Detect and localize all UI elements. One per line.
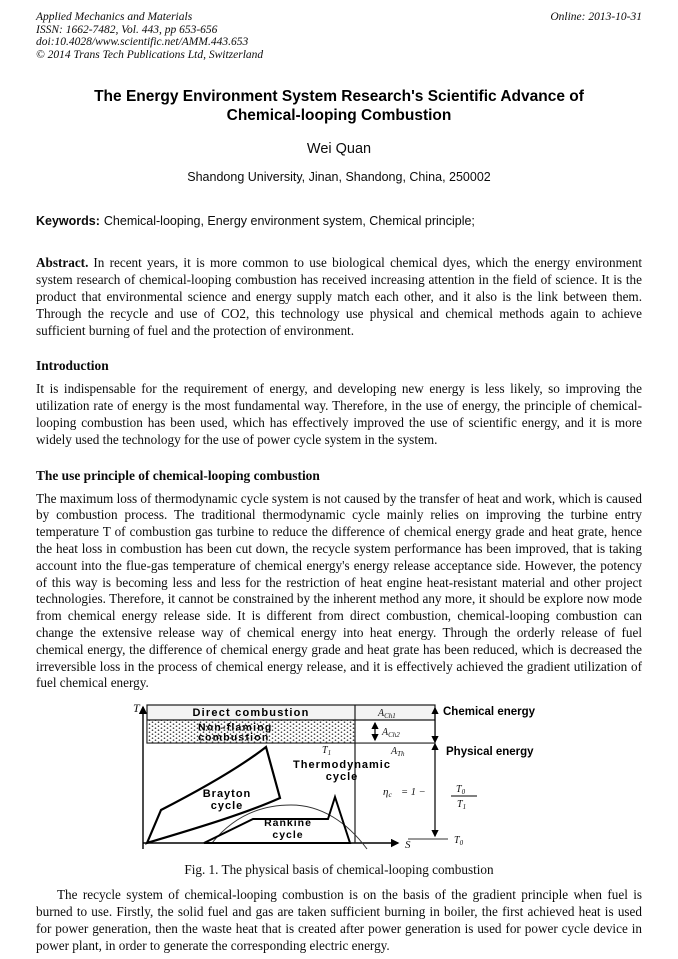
- thermodynamic-label-2: cycle: [325, 771, 359, 784]
- section-heading-principle: The use principle of chemical-looping combustion: [36, 467, 320, 483]
- online-date: Online: 2013-10-31: [550, 11, 642, 23]
- introduction-body: It is indispensable for the requirement of energy, and developing new energy is less likely, so improving the utilization rate of energy is the most fundamental way. Therefore, in the use of energy, the principle of chemical-looping combustion has been used, which has effectively improved the use of scientific energy, and it is more widely used the technology for the use of power cycle system in the system.: [36, 381, 642, 447]
- rankine-label-1: Rankine: [264, 817, 312, 830]
- keywords-text: Chemical-looping, Energy environment system, Chemical principle;: [103, 214, 475, 229]
- keywords-label: Keywords:: [36, 214, 100, 229]
- s-axis-label: S: [405, 839, 411, 852]
- doi-line: doi:10.4028/www.scientific.net/AMM.443.653: [36, 36, 249, 49]
- nonflaming-label-2: combustion: [198, 731, 270, 744]
- direct-combustion-label: Direct combustion: [192, 707, 310, 720]
- a-th-label: $A_{Th}$: [391, 746, 405, 759]
- ts-diagram: [130, 699, 582, 855]
- closing-paragraph: The recycle system of chemical-looping combustion is on the basis of the gradient principle when fuel is burned to use. Firstly, the solid fuel and gas are taken sufficient burning in boiler, the first achieved heat is used for power generation, then the waste heat that is created after power generation is used for power cycle device in power plant, in order to generate the corresponding electric energy.: [36, 887, 642, 953]
- figure-caption: Fig. 1. The physical basis of chemical-looping combustion: [184, 862, 494, 878]
- figure-1: [36, 699, 642, 878]
- t1-label: $T_1$: [322, 745, 332, 758]
- t-axis-label: T: [133, 701, 140, 716]
- abstract-paragraph: [36, 255, 642, 339]
- thermodynamic-label-1: Thermodynamic: [293, 759, 391, 772]
- abstract-label: Abstract.: [36, 255, 89, 271]
- physical-energy-label: Physical energy: [446, 746, 534, 759]
- nonflaming-label-1: Non-flaming: [198, 721, 273, 734]
- keywords-line: [36, 214, 642, 228]
- journal-header-left: [36, 11, 263, 61]
- affiliation: Shandong University, Jinan, Shandong, China, 250002: [187, 170, 491, 185]
- a-ch2-label: $A_{Ch2}$: [382, 727, 400, 740]
- journal-name: Applied Mechanics and Materials: [36, 11, 193, 23]
- author-name: Wei Quan: [306, 141, 372, 158]
- issn-line: ISSN: 1662-7482, Vol. 443, pp 653-656: [36, 23, 218, 36]
- copyright-line: © 2014 Trans Tech Publications Ltd, Switzerland: [36, 48, 264, 61]
- brayton-label-1: Brayton: [202, 788, 252, 801]
- chemical-energy-label: Chemical energy: [443, 706, 536, 719]
- abstract-text: In recent years, it is more common to use biological chemical dyes, which the energy environment system research of chemical-looping combustion has received increasing attention in the field of science. It is the product that environmental science and energy supply match each other, and it also is the link between them. Through the recycle and use of CO2, this technology use physical and chemical methods again to achieve sufficient burning of fuel and the protection of environment.: [36, 255, 642, 338]
- t0-label: $T_0$: [454, 835, 464, 848]
- formula-numerator: $T_0$: [456, 784, 466, 797]
- eta-symbol: ηc: [383, 786, 392, 800]
- brayton-label-2: cycle: [210, 800, 244, 813]
- rankine-label-2: cycle: [272, 829, 304, 842]
- formula-denominator: $T_1$: [457, 799, 467, 812]
- principle-body: The maximum loss of thermodynamic cycle system is not caused by the transfer of heat and work, which is caused by combustion process. The traditional thermodynamic cycle mainly relies on improving the turbine entry temperature T of combustion gas turbine to reduce the difference of chemical energy grade and heat grate, hence the heat loss in combustion has been cut down, the recycle system performance has been improved, that is taking account into the flue-gas temperature of chemical energy's energy release acceptance side. However, the potency of this way is becoming less and less for the restriction of heat engine heat-resistant material and other project technologies. Therefore, it cannot be constrained by the inherent method any more, it should be explore now mode from chemical energy release side. It is different from direct combustion, chemical-looping combustion can change the extensive release way of chemical energy into heat energy. Through the orderly release of fuel chemical energy, the difference of chemical energy grade and heat grate has been reduced, which is decreased the irreversible loss in the process of chemical energy release, and it is effectively achieved the gradient utilization of fuel chemical energy.: [36, 490, 642, 691]
- a-ch1-label: $A_{Ch1}$: [378, 708, 396, 721]
- formula-equals: = 1 −: [401, 787, 426, 799]
- section-heading-introduction: Introduction: [36, 358, 109, 374]
- journal-header: [36, 11, 642, 61]
- paper-title: The Energy Environment System Research's Scientific Advance of Chemical-looping Combustion: [94, 88, 584, 125]
